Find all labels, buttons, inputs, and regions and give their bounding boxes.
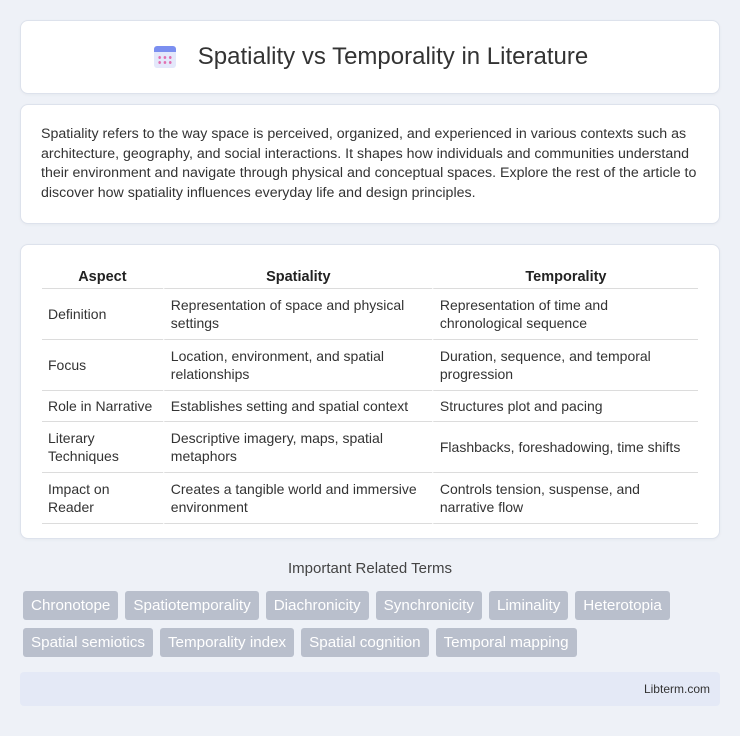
table-cell: Duration, sequence, and temporal progression [432,340,698,391]
tag-liminality[interactable]: Liminality [489,591,568,620]
tag-heterotopia[interactable]: Heterotopia [575,591,670,620]
table-cell: Impact on Reader [42,473,163,524]
comparison-table [42,265,698,524]
table-cell: Representation of time and chronological sequence [432,289,698,340]
table-row [42,391,698,422]
header-card [20,20,720,94]
tag-spatial-cognition[interactable]: Spatial cognition [301,628,428,657]
tag-spatial-semiotics[interactable]: Spatial semiotics [23,628,153,657]
tag-synchronicity[interactable]: Synchronicity [376,591,482,620]
header-spatiality: Spatiality [163,265,432,289]
table-row [42,340,698,391]
header-temporality: Temporality [432,265,698,289]
table-cell: Flashbacks, foreshadowing, time shifts [432,422,698,473]
tag-temporal-mapping[interactable]: Temporal mapping [436,628,577,657]
table-cell: Controls tension, suspense, and narrative flow [432,473,698,524]
footer-brand-link[interactable]: Libterm.com [643,682,710,696]
table-cell: Focus [42,340,163,391]
comparison-table-card [20,244,720,539]
table-row [42,473,698,524]
table-cell: Role in Narrative [42,391,163,422]
tag-diachronicity[interactable]: Diachronicity [266,591,369,620]
table-cell: Definition [42,289,163,340]
table-cell: Location, environment, and spatial relationships [163,340,432,391]
table-cell: Literary Techniques [42,422,163,473]
table-row [42,422,698,473]
calendar-icon [152,43,180,71]
footer [20,672,720,706]
related-terms-title: Important Related Terms [288,560,452,577]
intro-text: Spatiality refers to the way space is perceived, organized, and experienced in various contexts such as architecture, geography, and social interactions. It shapes how individuals and communities understand their environment and navigate through physical and conceptual spaces. Explore the rest of the article to discover how spatiality influences everyday life and design principles. [41,126,697,201]
header-aspect: Aspect [42,265,163,289]
table-row [42,289,698,340]
intro-card [20,104,720,224]
table-cell: Descriptive imagery, maps, spatial metaphors [163,422,432,473]
tag-spatiotemporality[interactable]: Spatiotemporality [125,591,258,620]
table-cell: Representation of space and physical settings [163,289,432,340]
table-header-row [42,265,698,289]
page-title: Spatiality vs Temporality in Literature [197,43,589,70]
related-terms-list [23,591,723,657]
title-wrap [152,43,588,71]
tag-temporality-index[interactable]: Temporality index [160,628,294,657]
table-cell: Establishes setting and spatial context [163,391,432,422]
table-cell: Creates a tangible world and immersive environment [163,473,432,524]
table-cell: Structures plot and pacing [432,391,698,422]
tag-chronotope[interactable]: Chronotope [23,591,118,620]
